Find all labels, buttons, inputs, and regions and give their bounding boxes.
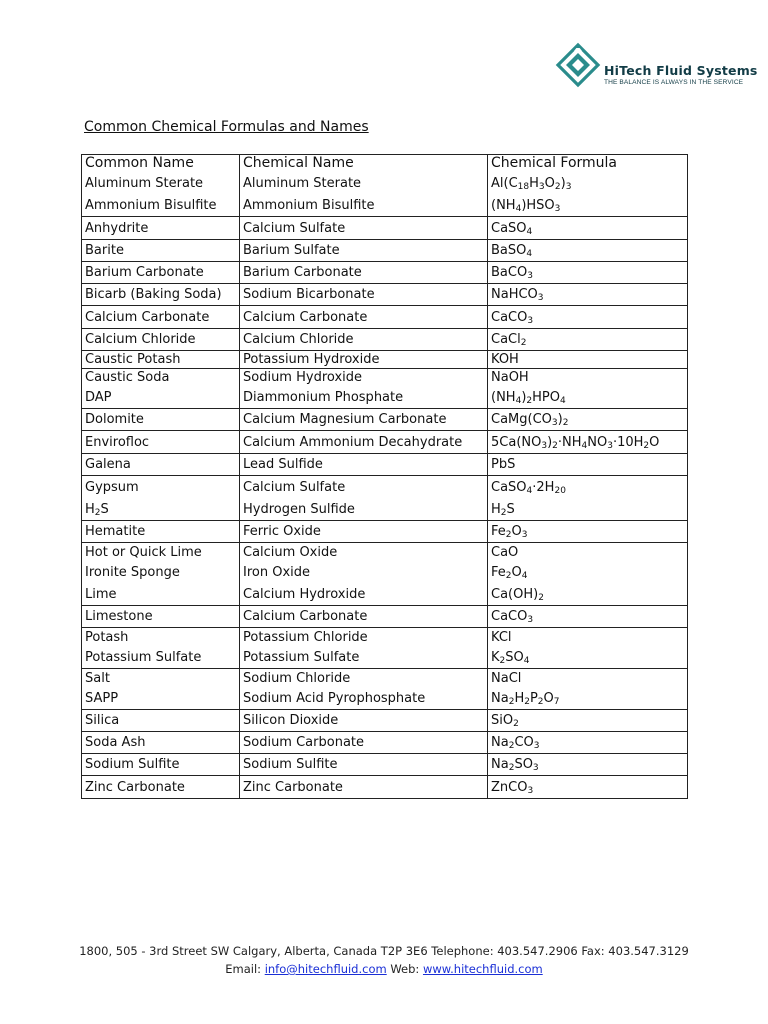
cell-common-name: Bicarb (Baking Soda) — [82, 284, 240, 306]
cell-chemical-name: Potassium Chloride — [240, 628, 488, 647]
chemical-table — [81, 154, 688, 799]
cell-chemical-formula: PbS — [488, 454, 688, 476]
cell-chemical-formula: $5Ca(NO_3)_2\cdot NH_4NO_3\cdot 10H_2O$ — [488, 431, 688, 454]
cell-common-name: SAPP — [82, 688, 240, 710]
cell-common-name: Ammonium Bisulfite — [82, 195, 240, 217]
footer-contact — [0, 962, 768, 976]
cell-chemical-formula: KOH — [488, 351, 688, 369]
cell-chemical-name: Potassium Sulfate — [240, 647, 488, 669]
cell-chemical-formula: KCl — [488, 628, 688, 647]
header-common-name: Common Name — [82, 155, 240, 173]
table-row — [82, 351, 688, 369]
cell-chemical-formula: $(NH_4)_2HPO_4$ — [488, 387, 688, 409]
cell-common-name: Sodium Sulfite — [82, 754, 240, 776]
cell-chemical-formula: $Na_2CO_3$ — [488, 732, 688, 754]
table-row — [82, 195, 688, 217]
cell-chemical-name: Calcium Ammonium Decahydrate — [240, 431, 488, 454]
cell-chemical-name: Aluminum Sterate — [240, 173, 488, 195]
cell-chemical-formula: NaCl — [488, 669, 688, 688]
cell-chemical-name: Sodium Bicarbonate — [240, 284, 488, 306]
cell-chemical-formula: CaSO$_4$ — [488, 217, 688, 240]
table-row — [82, 217, 688, 240]
cell-common-name: $H_2S$ — [82, 499, 240, 521]
cell-chemical-formula: $CaSO_4\cdot 2H_{20}$ — [488, 476, 688, 499]
cell-common-name: Potassium Sulfate — [82, 647, 240, 669]
cell-common-name: Lime — [82, 584, 240, 606]
cell-chemical-name: Barium Carbonate — [240, 262, 488, 284]
cell-chemical-name: Calcium Oxide — [240, 543, 488, 562]
cell-chemical-formula: $Fe_2O_3$ — [488, 521, 688, 543]
table-row — [82, 776, 688, 799]
cell-chemical-name: Silicon Dioxide — [240, 710, 488, 732]
cell-chemical-formula: $CaMg(CO_3)_2$ — [488, 409, 688, 431]
cell-common-name: Caustic Soda — [82, 369, 240, 387]
cell-common-name: Hematite — [82, 521, 240, 543]
cell-chemical-formula: NaHCO$_3$ — [488, 284, 688, 306]
table-row — [82, 647, 688, 669]
cell-chemical-formula: $K_2SO_4$ — [488, 647, 688, 669]
cell-chemical-formula: CaCl$_2$ — [488, 329, 688, 351]
cell-chemical-name: Ammonium Bisulfite — [240, 195, 488, 217]
cell-chemical-formula: NaOH — [488, 369, 688, 387]
company-logo — [555, 42, 760, 102]
cell-common-name: Salt — [82, 669, 240, 688]
table-row — [82, 732, 688, 754]
table-row — [82, 543, 688, 562]
cell-common-name: Envirofloc — [82, 431, 240, 454]
website-link[interactable]: www.hitechfluid.com — [422, 962, 543, 976]
cell-chemical-formula: ZnCO$_3$ — [488, 776, 688, 799]
cell-common-name: Soda Ash — [82, 732, 240, 754]
table-row — [82, 173, 688, 195]
cell-common-name: Calcium Carbonate — [82, 306, 240, 329]
table-row — [82, 628, 688, 647]
cell-common-name: Aluminum Sterate — [82, 173, 240, 195]
cell-chemical-formula: BaCO$_3$ — [488, 262, 688, 284]
cell-chemical-formula: $H_2S$ — [488, 499, 688, 521]
table-row — [82, 754, 688, 776]
cell-chemical-name: Sodium Sulfite — [240, 754, 488, 776]
footer-address: 1800, 505 - 3rd Street SW Calgary, Alberta, Canada T2P 3E6 Telephone: 403.547.2906 Fax: 403.547.3129 — [79, 944, 689, 958]
cell-chemical-formula: SiO$_2$ — [488, 710, 688, 732]
cell-chemical-name: Potassium Hydroxide — [240, 351, 488, 369]
company-name: HiTech Fluid Systems — [604, 63, 758, 78]
cell-chemical-name: Barium Sulfate — [240, 240, 488, 262]
web-label: Web: — [390, 962, 420, 976]
table-row — [82, 431, 688, 454]
cell-common-name: Barium Carbonate — [82, 262, 240, 284]
cell-chemical-name: Sodium Carbonate — [240, 732, 488, 754]
cell-chemical-name: Calcium Carbonate — [240, 606, 488, 628]
table-row — [82, 710, 688, 732]
table-row — [82, 387, 688, 409]
table-row — [82, 262, 688, 284]
cell-common-name: Potash — [82, 628, 240, 647]
cell-chemical-formula: BaSO$_4$ — [488, 240, 688, 262]
table-row — [82, 688, 688, 710]
cell-chemical-name: Calcium Hydroxide — [240, 584, 488, 606]
table-row — [82, 562, 688, 584]
cell-chemical-formula: $(NH_4)HSO_3$ — [488, 195, 688, 217]
cell-chemical-name: Calcium Chloride — [240, 329, 488, 351]
table-row — [82, 521, 688, 543]
cell-common-name: Calcium Chloride — [82, 329, 240, 351]
cell-common-name: Ironite Sponge — [82, 562, 240, 584]
cell-common-name: Hot or Quick Lime — [82, 543, 240, 562]
cell-chemical-name: Calcium Sulfate — [240, 217, 488, 240]
cell-chemical-name: Calcium Carbonate — [240, 306, 488, 329]
table-row — [82, 584, 688, 606]
cell-chemical-name: Ferric Oxide — [240, 521, 488, 543]
cell-common-name: DAP — [82, 387, 240, 409]
company-tagline: THE BALANCE IS ALWAYS IN THE SERVICE — [604, 79, 744, 86]
cell-common-name: Silica — [82, 710, 240, 732]
table-row — [82, 409, 688, 431]
cell-chemical-formula: $Ca(OH)_2$ — [488, 584, 688, 606]
cell-common-name: Limestone — [82, 606, 240, 628]
cell-chemical-formula: CaCO$_3$ — [488, 606, 688, 628]
cell-chemical-formula: CaCO$_3$ — [488, 306, 688, 329]
table-row — [82, 499, 688, 521]
cell-chemical-formula: $Na_2H_2P_2O_7$ — [488, 688, 688, 710]
cell-chemical-formula: $Al(C_{18}H_3O_2)_3$ — [488, 173, 688, 195]
cell-chemical-name: Hydrogen Sulfide — [240, 499, 488, 521]
table-row — [82, 606, 688, 628]
cell-chemical-formula: CaO — [488, 543, 688, 562]
cell-common-name: Gypsum — [82, 476, 240, 499]
cell-chemical-name: Sodium Chloride — [240, 669, 488, 688]
table-row — [82, 454, 688, 476]
cell-common-name: Caustic Potash — [82, 351, 240, 369]
table-row — [82, 306, 688, 329]
cell-chemical-name: Calcium Magnesium Carbonate — [240, 409, 488, 431]
page-title: Common Chemical Formulas and Names — [84, 119, 369, 135]
cell-chemical-formula: $Fe_2O_4$ — [488, 562, 688, 584]
cell-chemical-name: Diammonium Phosphate — [240, 387, 488, 409]
email-link[interactable]: info@hitechfluid.com — [264, 962, 387, 976]
cell-chemical-name: Iron Oxide — [240, 562, 488, 584]
cell-common-name: Zinc Carbonate — [82, 776, 240, 799]
cell-common-name: Anhydrite — [82, 217, 240, 240]
table-body — [82, 173, 688, 799]
table-row — [82, 284, 688, 306]
cell-chemical-name: Sodium Hydroxide — [240, 369, 488, 387]
table-row — [82, 240, 688, 262]
cell-chemical-name: Zinc Carbonate — [240, 776, 488, 799]
table-row — [82, 476, 688, 499]
table-row — [82, 369, 688, 387]
header-chemical-formula: Chemical Formula — [488, 155, 688, 173]
cell-chemical-formula: $Na_2SO_3$ — [488, 754, 688, 776]
table-row — [82, 329, 688, 351]
cell-common-name: Barite — [82, 240, 240, 262]
email-label: Email: — [225, 962, 262, 976]
cell-chemical-name: Sodium Acid Pyrophosphate — [240, 688, 488, 710]
header-chemical-name: Chemical Name — [240, 155, 488, 173]
table-row — [82, 669, 688, 688]
cell-common-name: Galena — [82, 454, 240, 476]
cell-common-name: Dolomite — [82, 409, 240, 431]
cell-chemical-name: Lead Sulfide — [240, 454, 488, 476]
diamond-logo-icon — [555, 42, 601, 102]
cell-chemical-name: Calcium Sulfate — [240, 476, 488, 499]
table-header-row — [82, 155, 688, 173]
